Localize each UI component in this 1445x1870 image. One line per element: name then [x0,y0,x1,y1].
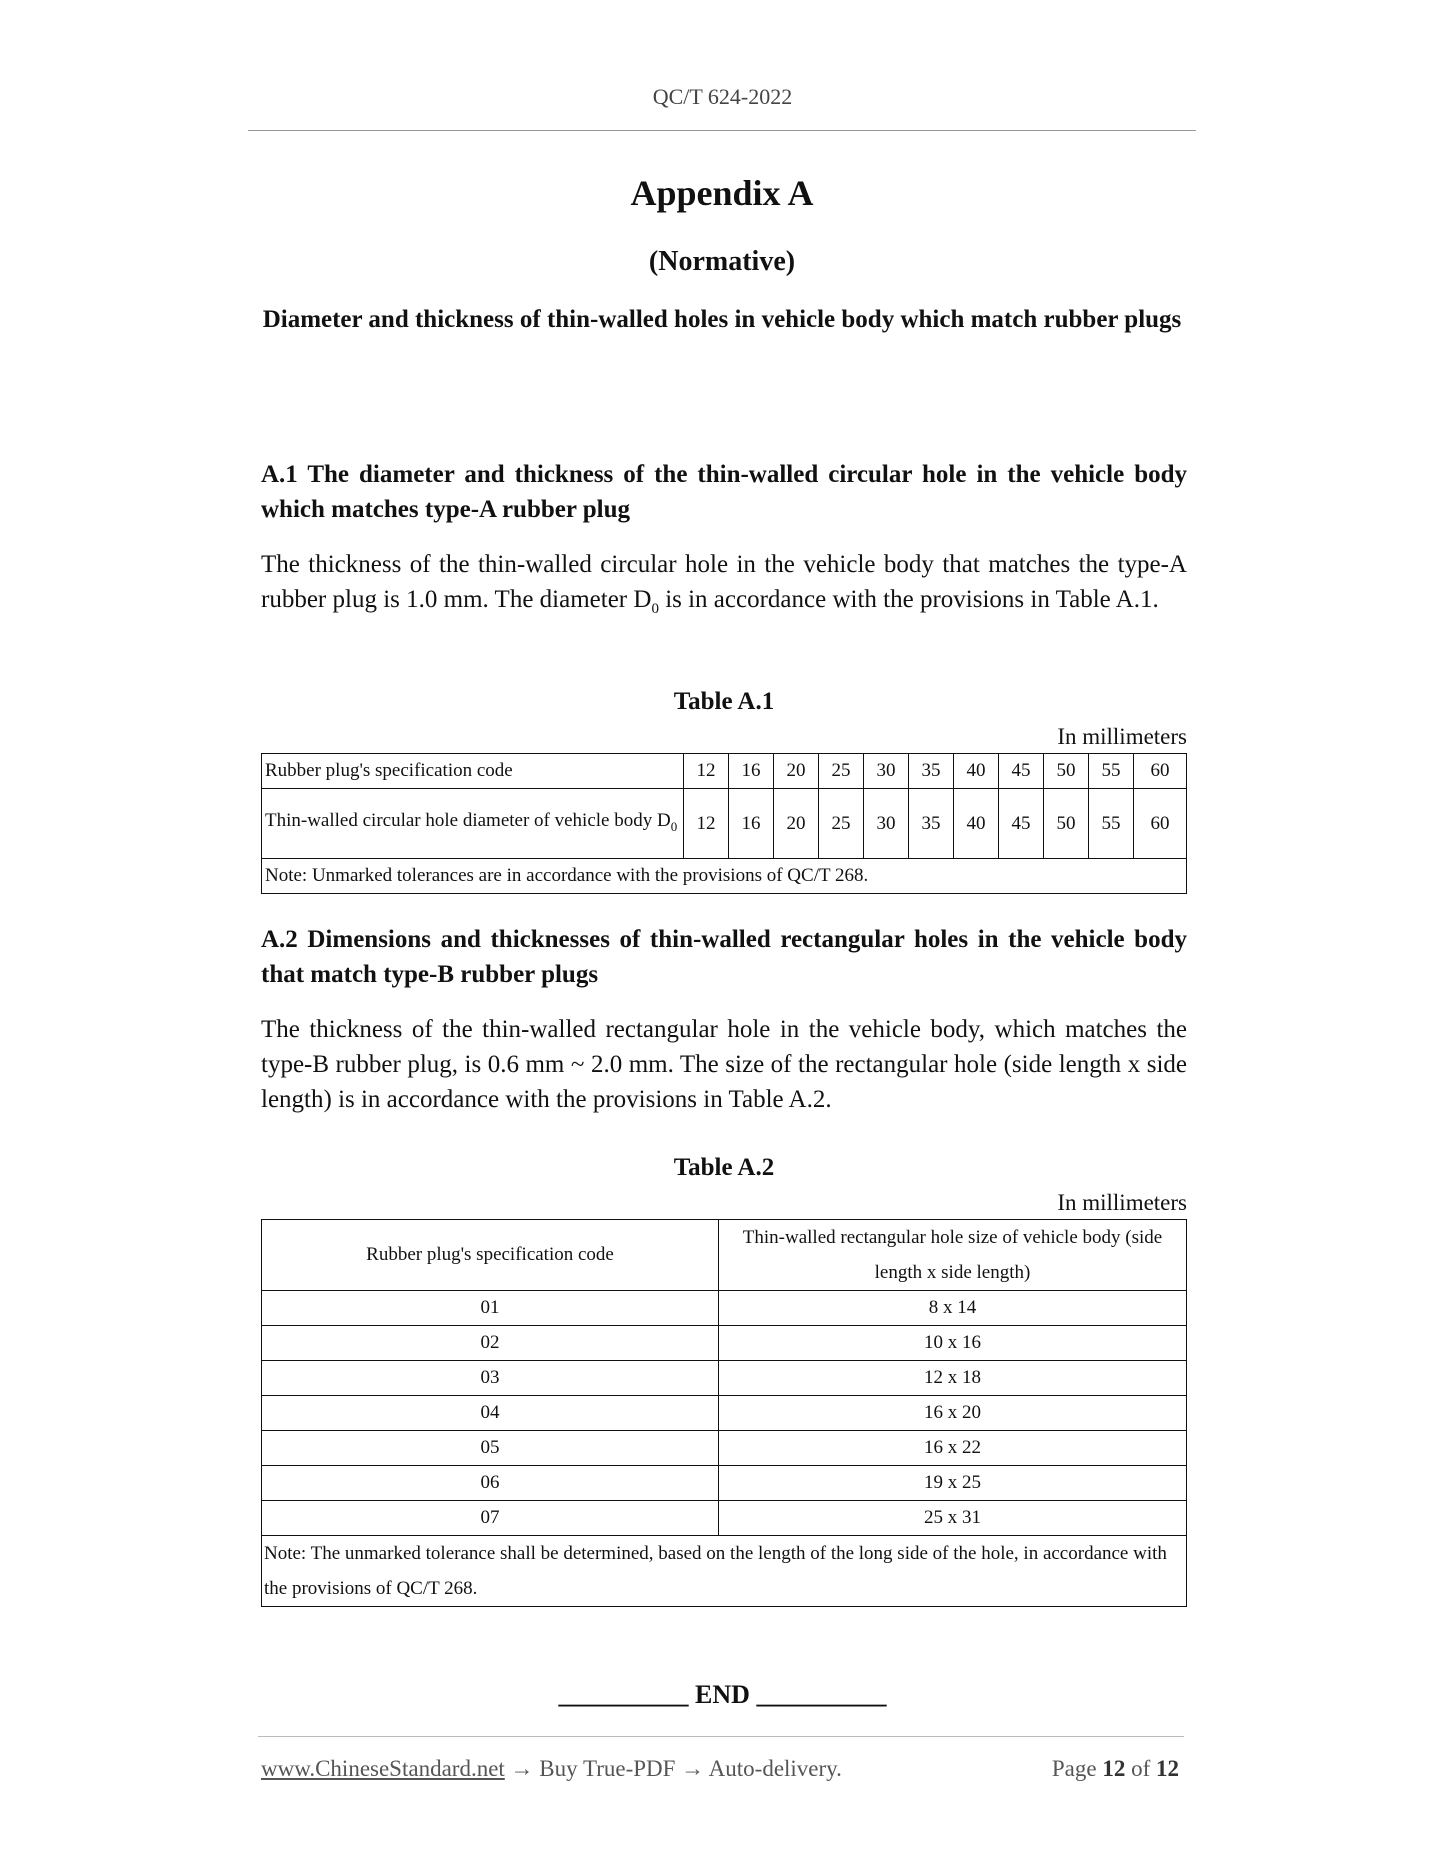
section-a1 [261,457,1187,627]
table-a1 [261,753,1187,894]
page-indicator [1052,1756,1179,1782]
table-cell: 25 x 31 [719,1501,1187,1536]
table-cell: 50 [1044,754,1089,789]
table-row [262,1326,1187,1361]
table-cell: 55 [1089,754,1134,789]
table-row [262,1220,1187,1291]
footer-divider [258,1736,1184,1737]
appendix-subtitle-text: Diameter and thickness of thin-walled holes in vehicle body which match rubber plugs [262,306,1182,333]
table-a1-row1-label: Rubber plug's specification code [262,754,684,789]
table-cell: 45 [999,754,1044,789]
table-cell: 16 [729,754,774,789]
section-a1-text-1: The thickness of the thin-walled circular hole in the vehicle body that matches the type-A rubber plug is 1.0 mm. The diameter D [261,551,1187,613]
table-row [262,754,1187,789]
table-cell: 05 [262,1431,719,1466]
table-row [262,859,1187,894]
table-cell: 55 [1089,789,1134,859]
table-cell: 03 [262,1361,719,1396]
table-cell: 60 [1134,754,1187,789]
table-a2 [261,1219,1187,1607]
table-cell: 25 [819,754,864,789]
table-cell: 19 x 25 [719,1466,1187,1501]
table-a1-caption: Table A.1 [673,688,775,715]
table-cell: 30 [864,754,909,789]
table-row [262,1291,1187,1326]
page-word: Page [1051,1756,1097,1781]
table-cell: 45 [999,789,1044,859]
table-a1-row2-label-text: Thin-walled circular hole diameter of vehicle body D [265,810,671,832]
table-a2-header-code: Rubber plug's specification code [262,1220,719,1291]
table-row [262,1501,1187,1536]
footer-left [261,1756,842,1782]
appendix-title: Appendix A [630,173,814,213]
table-cell: 02 [262,1326,719,1361]
table-cell: 07 [262,1501,719,1536]
table-a2-caption: Table A.2 [673,1154,775,1181]
d0-subscript: 0 [651,601,659,617]
section-a1-text-2: is in accordance with the provisions in Table A.1. [658,586,1159,613]
table-a2-units: In millimeters [1057,1190,1187,1215]
table-cell: 25 [819,789,864,859]
page-current: 12 [1102,1756,1126,1781]
table-cell: 16 [729,789,774,859]
of-word: of [1131,1756,1151,1781]
table-a2-note: Note: The unmarked tolerance shall be determined, based on the length of the long side of the hole, in accordance with the provisions of QC/T 268. [262,1536,1187,1607]
table-cell: 12 [684,789,729,859]
website-link[interactable]: www.ChineseStandard.net [261,1756,505,1781]
table-row [262,1361,1187,1396]
table-row [262,789,1187,859]
table-row [262,1431,1187,1466]
table-row [262,1466,1187,1501]
table-cell: 40 [954,754,999,789]
table-cell: 50 [1044,789,1089,859]
table-cell: 60 [1134,789,1187,859]
table-cell: 16 x 22 [719,1431,1187,1466]
table-cell: 06 [262,1466,719,1501]
footer-tagline: → Buy True-PDF → Auto-delivery. [510,1756,842,1781]
section-a1-heading: A.1 The diameter and thickness of the thin-walled circular hole in the vehicle body which matches type-A rubber plug [261,461,1187,523]
appendix-subtitle [248,302,1196,337]
section-a1-paragraph [261,547,1187,627]
page-total: 12 [1156,1756,1179,1781]
section-a2 [261,922,1187,1117]
table-a1-units: In millimeters [1057,724,1187,749]
table-a2-header-size: Thin-walled rectangular hole size of vehicle body (side length x side length) [719,1220,1187,1291]
table-cell: 20 [774,754,819,789]
table-a1-note: Note: Unmarked tolerances are in accordance with the provisions of QC/T 268. [262,859,1187,894]
table-a1-row2-label [262,789,684,859]
section-a2-heading: A.2 Dimensions and thicknesses of thin-walled rectangular holes in the vehicle body that match type-B rubber plugs [261,926,1187,988]
table-cell: 20 [774,789,819,859]
table-cell: 12 x 18 [719,1361,1187,1396]
table-cell: 35 [909,754,954,789]
table-cell: 8 x 14 [719,1291,1187,1326]
table-cell: 30 [864,789,909,859]
section-a2-paragraph: The thickness of the thin-walled rectangular hole in the vehicle body, which matches the type-B rubber plug, is 0.6 mm ~ 2.0 mm. The size of the rectangular hole (side length x side length) is in accordance with the provisions in Table A.2. [261,1016,1187,1113]
normative-label: (Normative) [648,246,796,277]
table-row [262,1396,1187,1431]
table-cell: 40 [954,789,999,859]
table-cell: 10 x 16 [719,1326,1187,1361]
end-marker: __________ END __________ [558,1680,887,1709]
header-standard-code: QC/T 624-2022 [652,84,793,109]
table-cell: 35 [909,789,954,859]
header-divider [248,130,1196,131]
table-cell: 01 [262,1291,719,1326]
table-cell: 16 x 20 [719,1396,1187,1431]
table-row [262,1536,1187,1607]
d0-subscript: 0 [670,818,678,834]
table-cell: 12 [684,754,729,789]
table-cell: 04 [262,1396,719,1431]
